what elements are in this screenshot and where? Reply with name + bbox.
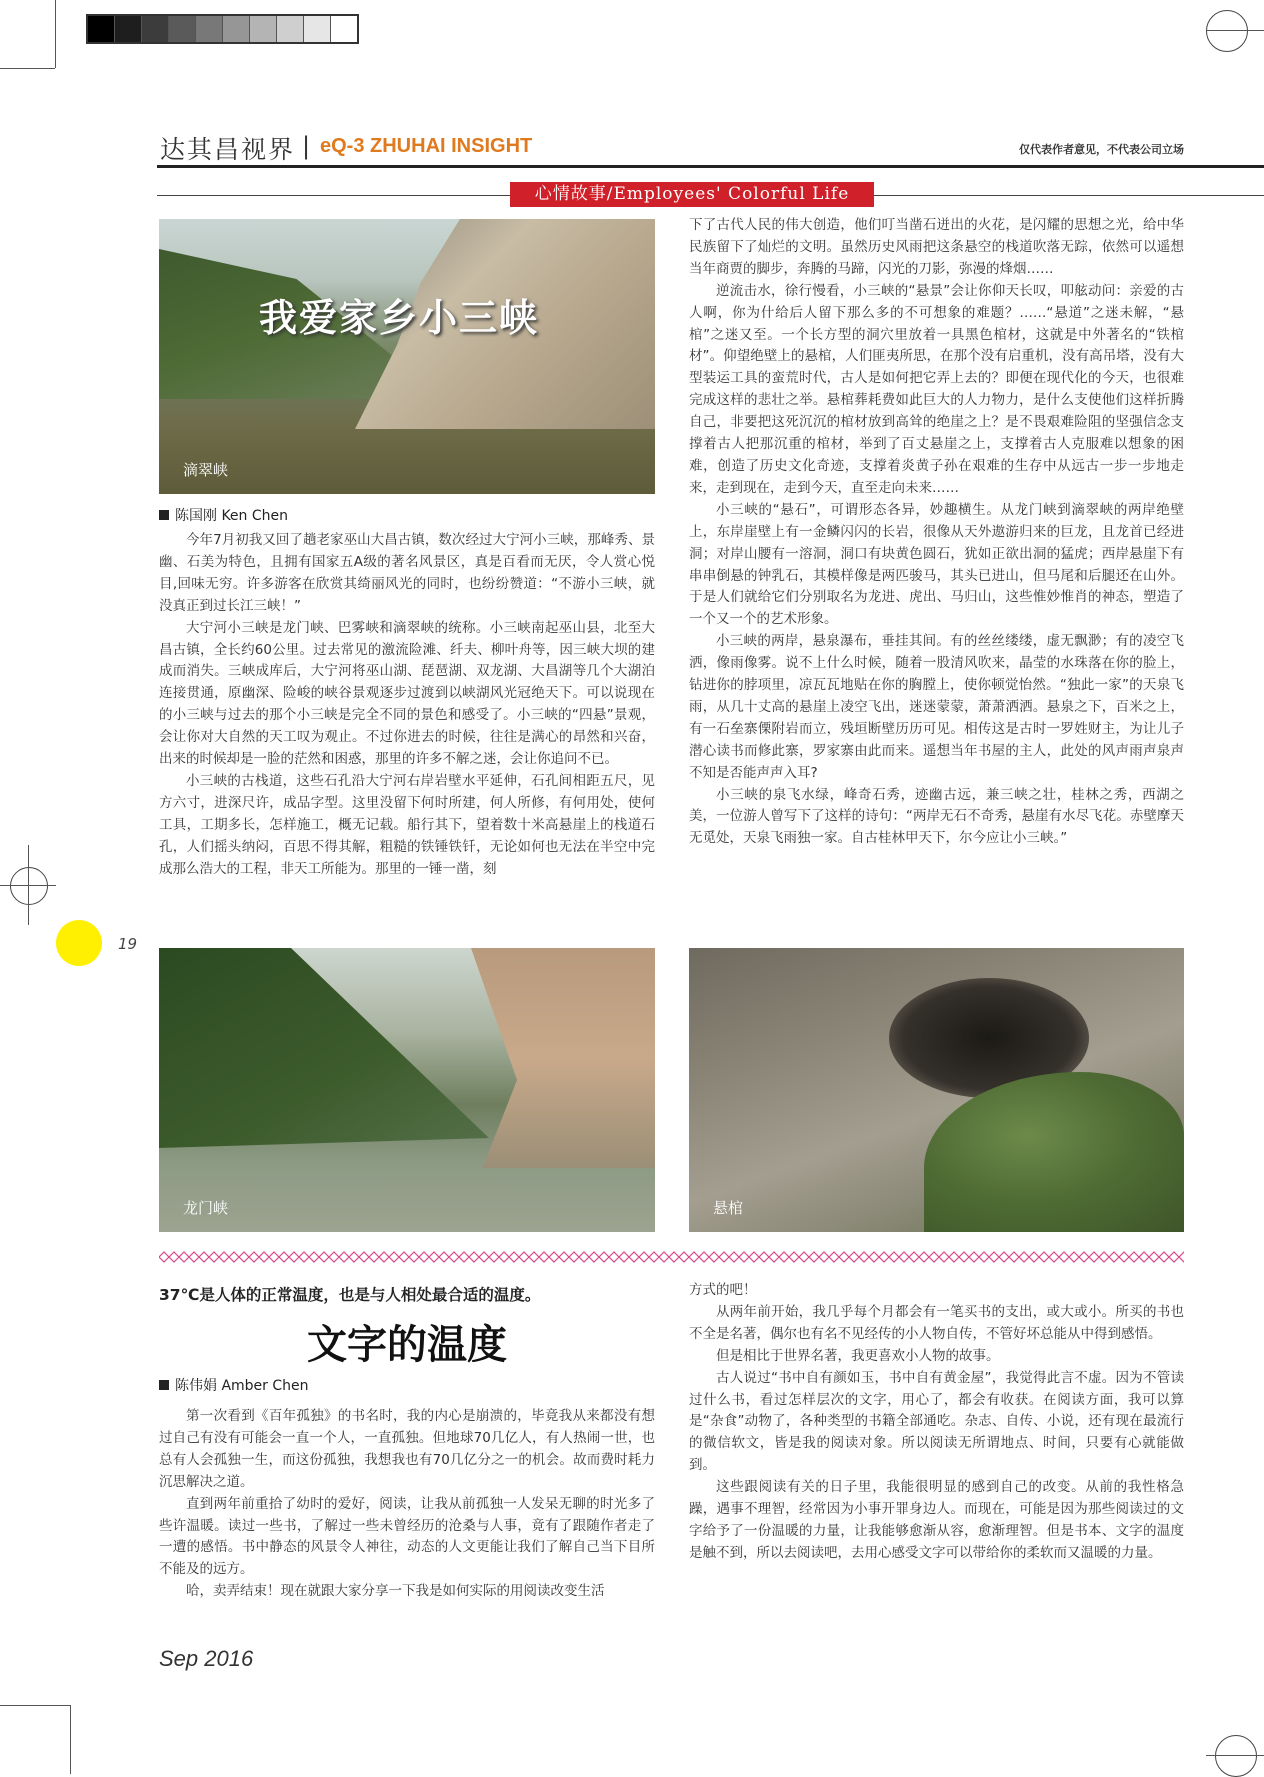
article2-column1 [159,1406,655,1603]
article2-title: 文字的温度 [307,1321,507,1368]
article2-author [159,1375,309,1395]
registration-mark [10,867,48,905]
photo-hanging-coffin [689,948,1184,1232]
paragraph: 但是相比于世界名著，我更喜欢小人物的故事。 [716,1347,1000,1364]
author-name: 陈国刚 Ken Chen [175,508,289,524]
brand-english: eQ-3 ZHUHAI INSIGHT [320,135,533,157]
calibration-swatch [196,16,223,42]
photo-hill [159,948,489,1148]
zigzag-line [159,1252,1184,1257]
crop-mark [1206,30,1264,31]
calibration-swatch [88,16,115,42]
paragraph: 从两年前开始，我几乎每个月都会有一笔买书的支出，或大或小。所买的书也不全是名著，偶尔也有名不见经传的小人物自传，不管好坏总能从中得到感悟。 [689,1303,1184,1342]
calibration-swatch [331,16,357,42]
photo-caption: 滴翠峡 [183,461,229,479]
page-number: 19 [118,935,138,953]
paragraph: 小三峡的两岸，悬泉瀑布，垂挂其间。有的丝丝缕缕，虚无飘渺；有的凌空飞洒，像雨像雾。说不上什么时候，随着一股清风吹来，晶莹的水珠落在你的脸上，钻进你的脖项里，凉瓦瓦地贴在你的胸膛上，使你顿觉怡然。“独此一家”的天泉飞雨，从几十丈高的悬崖上凌空飞出，迷迷蒙蒙，萧萧洒洒。悬泉之下，百米之上，有一石垒寨傈附岩而立，残垣断壁历历可见。相传这是古时一罗姓财主，为让儿子潜心读书而修此寨，罗家寨由此而来。遥想当年书屋的主人，此处的风声雨声泉声不知是否能声声入耳? [689,633,1184,781]
paragraph: 古人说过“书中自有颜如玉，书中自有黄金屋”，我觉得此言不虚。因为不管读过什么书，看过怎样层次的文字，用心了，都会有收获。在阅读方面，我可以算是“杂食”动物了，各种类型的书籍全部通吃。杂志、自传、小说，还有现在最流行的微信软文，皆是我的阅读对象。所以阅读无所谓地点、时间，只要有心就能做到。 [689,1369,1184,1474]
brand-separator: | [302,132,311,160]
photo-caption: 悬棺 [713,1199,744,1217]
zigzag-line [159,1257,1184,1262]
paragraph: 逆流击水，徐行慢看，小三峡的“悬景”会让你仰天长叹，叩舷动问：亲爱的古人啊，你为什给后人留下那么多的不可想象的难题？……“悬道”之迷未解，“悬棺”之迷又至。一个长方型的洞穴里放着一具黑色棺材，这就是中外著名的“铁棺材”。仰望绝壁上的悬棺，人们匪夷所思，在那个没有启重机，没有高吊塔，没有大型装运工具的蛮荒时代，古人是如何把它弄上去的？即便在现代化的今天，也很难完成这样的悲壮之举。悬棺葬耗费如此巨大的人力物力，是什么支使他们这样折腾自己，非要把这死沉沉的棺材放到高耸的绝崖之上？是不畏艰难险阻的坚强信念支撑着古人把那沉重的棺材，举到了百丈悬崖之上，支撑着古人克服难以想象的困难，创造了历史文化奇迹，支撑着炎黄子孙在艰难的生存中从远古一步一步地走来，走到现在，走到今天，直至走向未来…… [689,282,1184,496]
author-name: 陈伟娟 Amber Chen [175,1378,309,1394]
article1-column1 [159,530,655,881]
calibration-swatch [304,16,331,42]
crop-mark [1206,1755,1264,1756]
paragraph: 大宁河小三峡是龙门峡、巴雾峡和滴翠峡的统称。小三峡南起巫山县，北至大昌古镇，全长约60公里。过去常见的激流险滩、纤夫、柳叶舟等，因三峡大坝的建成而消失。三峡成库后，大宁河将巫山湖、琵琶湖、双龙湖、大昌湖等几个大湖泊连接贯通，原幽深、险峻的峡谷景观逐步过渡到以峡湖风光冠绝天下。可以说现在的小三峡与过去的那个小三峡是完全不同的景色和感受了。小三峡的“四悬”景观，会让你对大自然的天工叹为观止。不过你进去的时候，往往是满心的昂然和兴奋，出来的时候却是一脸的茫然和困惑，那里的许多不解之迷，会让你追问不已。 [159,619,655,768]
crop-mark [0,68,55,69]
section-title: 心情故事/Employees' Colorful Life [510,182,874,207]
registration-mark [1206,10,1248,52]
crop-mark [0,1705,70,1706]
article1-title: 我爱家乡小三峡 [259,295,540,340]
registration-mark [1215,1735,1257,1777]
calibration-swatch [169,16,196,42]
article1-column2 [689,215,1184,850]
calibration-swatch [115,16,142,42]
crop-mark [55,0,56,68]
photo-diciuixia [159,219,655,494]
author-bullet [159,510,169,520]
issue-date: Sep 2016 [159,1646,254,1671]
article2-column2 [689,1280,1184,1565]
photo-caption: 龙门峡 [183,1199,229,1217]
crop-mark [70,1705,71,1774]
paragraph: 方式的吧！ [689,1282,757,1298]
color-calibration-bar [86,14,359,44]
paragraph: 小三峡的古栈道，这些石孔沿大宁河右岸岩壁水平延伸，石孔间相距五尺，见方六寸，进深尺许，成品字型。这里没留下何时所建，何人所修，有何用处，使何工具，工期多长，怎样施工，概无记载。船行其下，望着数十米高悬崖上的栈道石孔，人们摇头纳闷，百思不得其解，粗糙的铁锤铁钎，无论如何也无法在半空中完成那么浩大的工程，非天工所能为。那里的一锤一凿，刻 [159,772,655,877]
paragraph: 直到两年前重拾了幼时的爱好，阅读，让我从前孤独一人发呆无聊的时光多了些许温暖。读过一些书，了解过一些未曾经历的沧桑与人事，竟有了跟随作者走了一遭的感悟。书中静态的风景令人神往，动态的人文更能让我们了解自己当下目所不能及的远方。 [159,1495,655,1578]
calibration-swatch [223,16,250,42]
paragraph: 这些跟阅读有关的日子里，我能很明显的感到自己的改变。从前的我性格急躁，遇事不理智，经常因为小事开罪身边人。而现在，可能是因为那些阅读过的文字给予了一份温暖的力量，让我能够愈渐从容，愈渐理智。但是书本、文字的温度是触不到，所以去阅读吧，去用心感受文字可以带给你的柔软而又温暖的力量。 [689,1479,1184,1561]
calibration-swatch [142,16,169,42]
paragraph: 小三峡的“悬石”，可谓形态各异，妙趣横生。从龙门峡到滴翠峡的两岸绝壁上，东岸崖壁上有一金鳞闪闪的长岩，很像从天外遨游归来的巨龙，且龙首已经进洞；对岸山腰有一溶洞，洞口有块黄色圆石，犹如正欲出洞的猛虎；西岸悬崖下有串串倒悬的钟乳石，其模样像是两匹骏马，其头已进山，但马尾和后腿还在山外。于是人们就给它们分别取名为龙进、虎出、马归山，这些惟妙惟肖的神态，塑造了一个又一个的艺术形象。 [689,501,1184,628]
article2-lead: 37℃是人体的正常温度，也是与人相处最合适的温度。 [159,1286,541,1304]
calibration-swatch [277,16,304,42]
header-rule [157,165,1264,168]
zigzag-divider [159,1251,1184,1263]
paragraph: 下了古代人民的伟大创造，他们叮当凿石迸出的火花，是闪耀的思想之光，给中华民族留下了灿烂的文明。虽然历史风雨把这条悬空的栈道吹落无踪，依然可以遥想当年商贾的脚步，奔腾的马蹄，闪光的刀影，弥漫的烽烟…… [689,217,1184,277]
photo-longmenxia [159,948,655,1232]
page-number-dot [56,920,102,966]
paragraph: 今年7月初我又回了趟老家巫山大昌古镇，数次经过大宁河小三峡，那峰秀、景幽、石美为特色，且拥有国家五A级的著名风景区，真是百看而无厌，令人赏心悦目,回味无穷。许多游客在欣赏其绮丽风光的同时，也纷纷赞道：“不游小三峡，就没真正到过长江三峡！” [159,532,655,614]
disclaimer: 仅代表作者意见，不代表公司立场 [1019,143,1184,156]
crop-mark [28,845,29,925]
author-bullet [159,1380,169,1390]
article1-author [159,505,288,525]
paragraph: 哈，卖弄结束！现在就跟大家分享一下我是如何实际的用阅读改变生活 [186,1583,605,1600]
paragraph: 小三峡的泉飞水绿，峰奇石秀，迹幽古远，兼三峡之壮，桂林之秀，西湖之美，一位游人曾写下了这样的诗句：“两岸无石不奇秀，悬崖有水尽飞花。赤壁摩天无觅处，天泉飞雨独一家。自古桂林甲天下，尔今应让小三峡。” [689,786,1184,847]
brand-chinese: 达其昌视界 [160,135,296,164]
paragraph: 第一次看到《百年孤独》的书名时，我的内心是崩溃的，毕竟我从来都没有想过自己有没有可能会一直一个人，一直孤独。但地球70几亿人，有人热闹一世，也总有人会孤独一生，而这份孤独，我想我也有70几亿分之一的机会。故而费时耗力沉思解决之道。 [159,1408,655,1490]
calibration-swatch [250,16,277,42]
